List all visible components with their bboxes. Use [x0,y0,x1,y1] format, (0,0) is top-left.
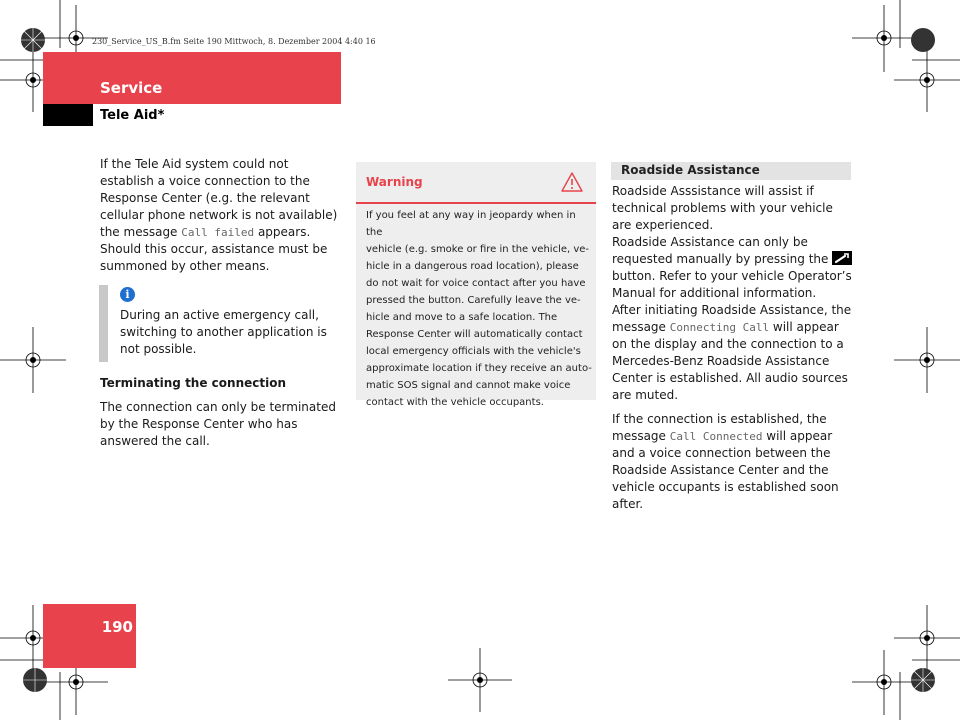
roadside-column [612,183,856,513]
warning-text [366,207,592,411]
warning-line: hicle and move to a safe location. The [366,312,558,323]
warning-line: Response Center will automatically contact [366,329,583,340]
warning-line: If you feel at any way in jeopardy when in the [366,210,576,238]
terminating-paragraph: The connection can only be terminated by the Response Center who has answered the call. [100,400,336,448]
warning-label: Warning [366,175,423,189]
warning-line: contact with the vehicle occupants. [366,397,544,408]
warning-line: do not wait for voice contact after you have [366,278,586,289]
info-text: During an active emergency call, switching to another application is not possible. [120,308,327,356]
wrench-icon [832,251,852,265]
warning-line: hicle in a dangerous road location), please [366,261,579,272]
file-header-info: 230_Service_US_B.fm Seite 190 Mittwoch, 8. Dezember 2004 4:40 16 [92,37,376,46]
call-connected-message: Call Connected [669,430,763,443]
warning-line: vehicle (e.g. smoke or fire in the vehicle, ve- [366,244,590,255]
connecting-call-message: Connecting Call [669,321,770,334]
call-failed-message: Call failed [181,226,255,239]
page-number-box [43,604,136,668]
left-column-intro [100,156,344,275]
roadside-title: Roadside Assistance [621,163,760,177]
section-title: Service [100,79,163,97]
page-number: 190 [101,618,133,636]
section-band [43,52,341,104]
warning-line: matic SOS signal and cannot make voice [366,380,571,391]
assistance-paragraph: Should this occur, assistance must be summoned by other means. [100,242,328,273]
subsection-band [43,104,93,126]
terminating-heading: Terminating the connection [100,376,286,390]
warning-box [356,162,596,408]
roadside-connected: If the connection is established, the message Call Connected will appear and a voice connection between the Roadside Assistance Center and the vehicle occupants is established soon after. [612,412,839,511]
warning-line: approximate location if they receive an auto- [366,363,592,374]
info-icon: i [120,287,135,302]
warning-header [356,162,596,204]
warning-line: pressed the button. Carefully leave the ve- [366,295,581,306]
info-bar [99,285,108,362]
roadside-request: Roadside Assistance can only be requested manually by pressing the button. Refer to your vehicle Operator’s Manual for additional information. [612,235,852,300]
warning-line: local emergency officials with the vehicle's [366,346,581,357]
warning-triangle-icon [560,170,584,194]
roadside-intro: Roadside Asssistance will assist if technical problems with your vehicle are experienced. [612,184,833,232]
subsection-title: Tele Aid* [100,108,165,123]
roadside-connecting: After initiating Roadside Assistance, the message Connecting Call will appear on the display and the connection to a Mercedes-Benz Roadside Assistance Center is established. All audio sources are muted. [612,303,852,402]
call-failed-paragraph: If the Tele Aid system could not establish a voice connection to the Response Center (e.g. the relevant cellular phone network is not available) the message Call failed appears. [100,157,338,239]
info-note [99,285,343,362]
